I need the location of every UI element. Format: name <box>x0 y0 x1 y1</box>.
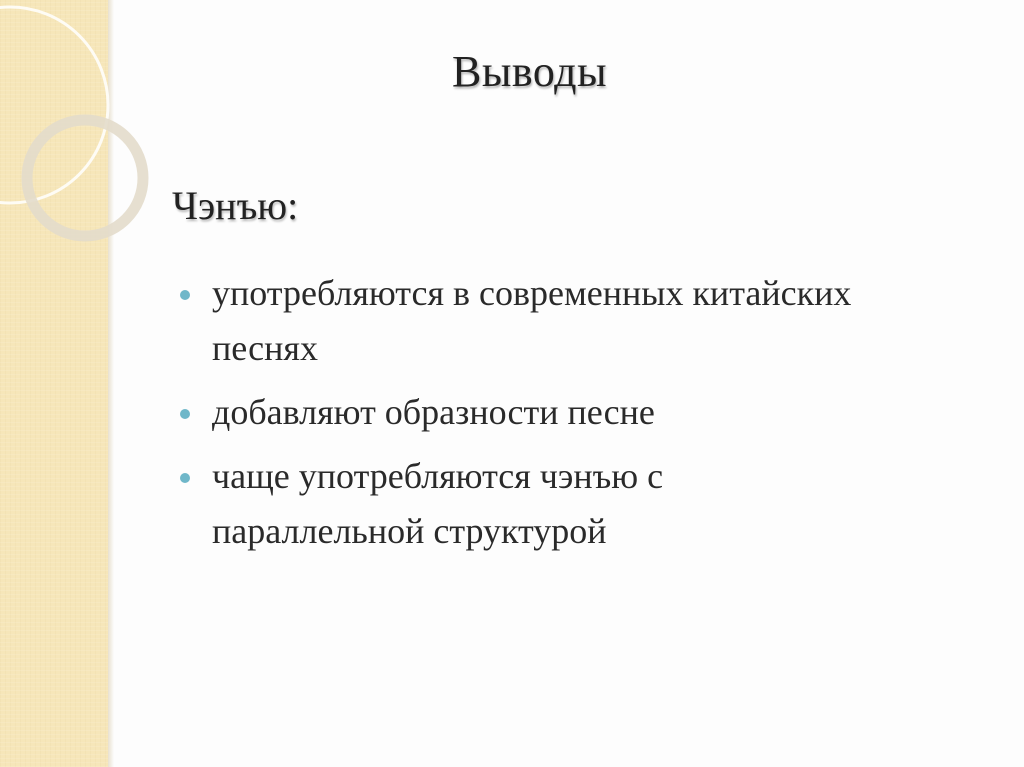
slide-subheading: Чэнъю: <box>172 183 299 228</box>
bullet-text: добавляют образности песне <box>212 392 655 432</box>
bullet-dot-icon <box>180 409 190 419</box>
bullet-item <box>180 449 880 559</box>
bullet-item <box>180 385 880 440</box>
bullet-dot-icon <box>180 473 190 483</box>
decorative-ring-small <box>27 120 143 236</box>
bullet-dot-icon <box>180 290 190 300</box>
decorative-ring-large <box>0 7 108 203</box>
bullet-text: чаще употребляются чэнъю с параллельной структурой <box>212 456 664 551</box>
bullet-list <box>180 266 880 568</box>
bullet-text: употребляются в современных китайских песнях <box>212 273 852 368</box>
slide-title: Выводы <box>452 47 608 96</box>
decorative-rings <box>0 0 180 300</box>
bullet-item <box>180 266 880 376</box>
